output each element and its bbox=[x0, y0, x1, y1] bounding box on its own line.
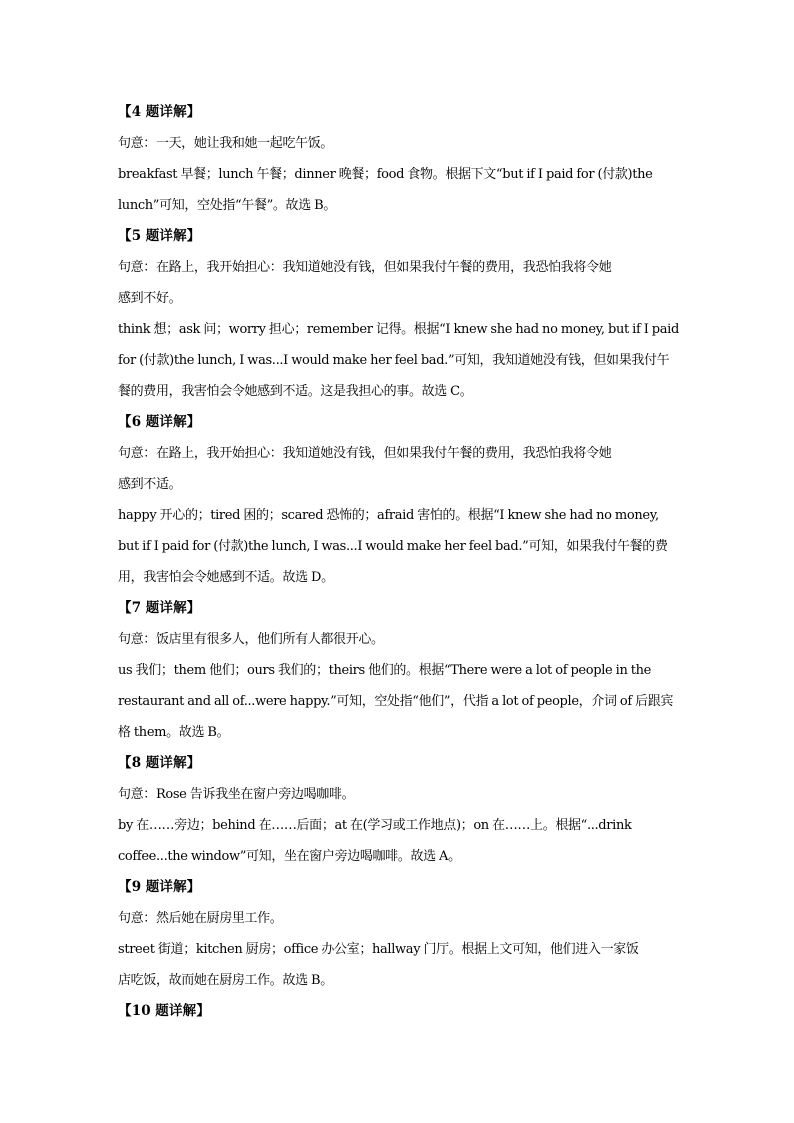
section-heading: 【7 题详解】 bbox=[118, 600, 201, 616]
explanation-line: by 在……旁边；behind 在……后面；at 在(学习或工作地点)；on 在……上。根据“...drink bbox=[118, 818, 632, 833]
explanation-line: breakfast 早餐；lunch 午餐；dinner 晚餐；food 食物。根据下文“but if I paid for (付款)the bbox=[118, 167, 653, 182]
explanation-line: us 我们；them 他们；ours 我们的；theirs 他们的。根据“There were a lot of people in the bbox=[118, 663, 651, 678]
explanation-line: 用，我害怕会令她感到不适。故选 D。 bbox=[118, 570, 334, 585]
explanation-line: 感到不好。 bbox=[118, 291, 182, 306]
explanation-line: 句意：Rose 告诉我坐在窗户旁边喝咖啡。 bbox=[118, 787, 355, 802]
explanation-line: 句意：在路上，我开始担心：我知道她没有钱，但如果我付午餐的费用，我恐怕我将令她 bbox=[118, 446, 612, 461]
explanation-line: think 想；ask 问；worry 担心；remember 记得。根据“I knew she had no money, but if I paid bbox=[118, 322, 679, 337]
explanation-line: 句意：在路上，我开始担心：我知道她没有钱，但如果我付午餐的费用，我恐怕我将令她 bbox=[118, 260, 612, 275]
explanation-line: happy 开心的；tired 困的；scared 恐怖的；afraid 害怕的。根据“I knew she had no money, bbox=[118, 508, 659, 523]
answer-explanations bbox=[118, 97, 678, 1027]
explanation-line: lunch”可知，空处指“午餐”。故选 B。 bbox=[118, 198, 336, 213]
section-heading: 【10 题详解】 bbox=[118, 1003, 211, 1019]
explanation-line: 句意：饭店里有很多人，他们所有人都很开心。 bbox=[118, 632, 384, 647]
section-heading: 【6 题详解】 bbox=[118, 414, 201, 430]
explanation-line: restaurant and all of...were happy.”可知，空处指“他们”，代指 a lot of people，介词 of 后跟宾 bbox=[118, 694, 674, 709]
section-heading: 【8 题详解】 bbox=[118, 755, 201, 771]
explanation-line: but if I paid for (付款)the lunch, I was...I would make her feel bad.”可知，如果我付午餐的费 bbox=[118, 539, 668, 554]
section-heading: 【5 题详解】 bbox=[118, 228, 201, 244]
section-heading: 【9 题详解】 bbox=[118, 879, 201, 895]
explanation-line: 店吃饭，故而她在厨房工作。故选 B。 bbox=[118, 973, 333, 988]
explanation-line: coffee...the window”可知，坐在窗户旁边喝咖啡。故选 A。 bbox=[118, 849, 461, 864]
explanation-line: 句意：一天，她让我和她一起吃午饭。 bbox=[118, 136, 334, 151]
explanation-line: 感到不适。 bbox=[118, 477, 182, 492]
explanation-line: 格 them。故选 B。 bbox=[118, 725, 230, 740]
explanation-line: 句意：然后她在厨房里工作。 bbox=[118, 911, 283, 926]
explanation-line: 餐的费用，我害怕会令她感到不适。这是我担心的事。故选 C。 bbox=[118, 384, 473, 399]
explanation-line: street 街道；kitchen 厨房；office 办公室；hallway 门厅。根据上文可知，他们进入一家饭 bbox=[118, 942, 639, 957]
explanation-line: for (付款)the lunch, I was...I would make her feel bad.”可知，我知道她没有钱，但如果我付午 bbox=[118, 353, 670, 368]
section-heading: 【4 题详解】 bbox=[118, 104, 201, 120]
